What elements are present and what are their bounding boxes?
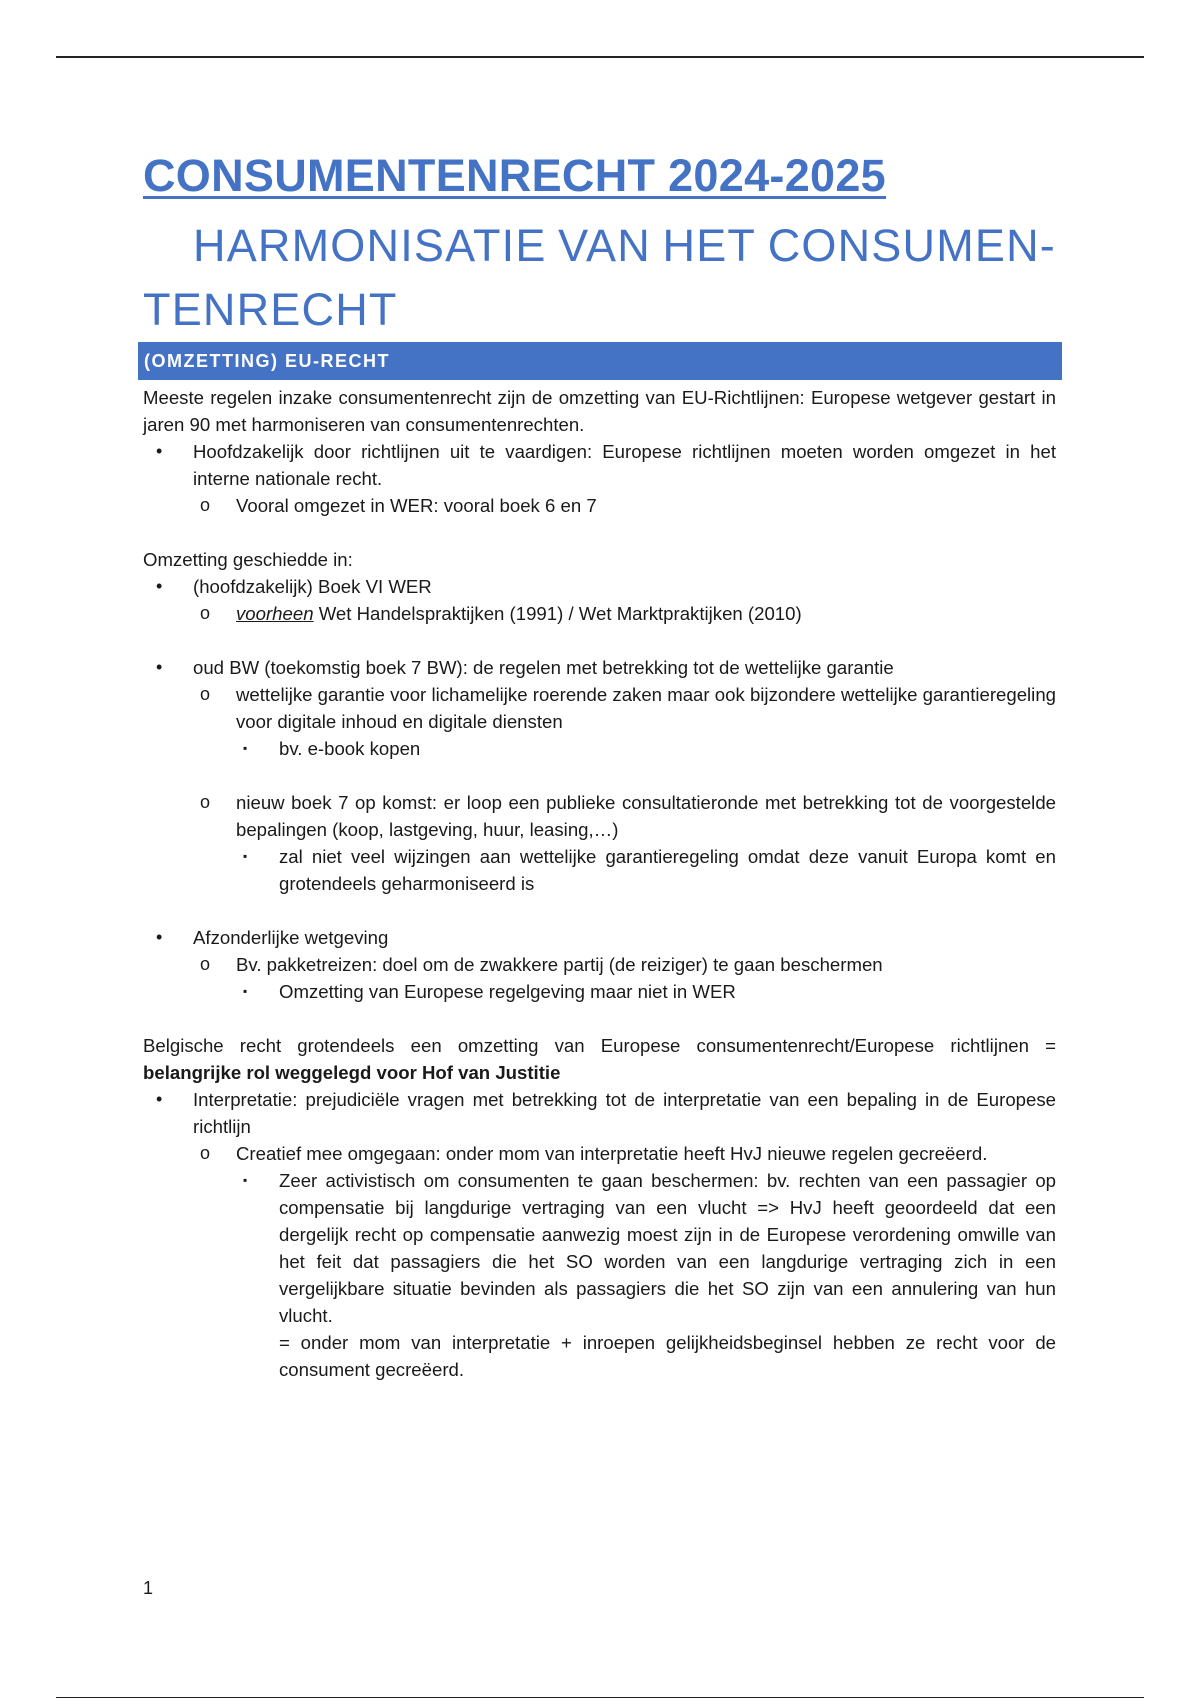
subtitle-word: VAN — [558, 220, 651, 271]
bullet-marker: • — [156, 657, 163, 677]
list-item-text: Interpretatie: prejudiciële vragen met betrekking tot de interpretatie van een bepaling in de Europese richtlijn — [193, 1089, 1056, 1137]
list-item-text: = onder mom van interpretatie + inroepen gelijkheidsbeginsel hebben ze recht voor de consument gecreëerd. — [279, 1332, 1056, 1380]
bullet-marker: • — [156, 927, 163, 947]
list-item-text: bv. e-book kopen — [279, 738, 421, 759]
list-item — [143, 978, 1056, 1005]
list-item-text: Wet Handelspraktijken (1991) / Wet Marktpraktijken (2010) — [313, 603, 802, 624]
bold-text: belangrijke rol weggelegd voor Hof van Justitie — [143, 1062, 561, 1083]
footer-rule — [56, 1697, 1144, 1698]
list-item — [143, 951, 1056, 978]
square-marker: ▪ — [243, 984, 248, 998]
subtitle-line-2: TENRECHT — [143, 284, 398, 335]
bullet-marker: • — [156, 1089, 163, 1109]
list-item — [143, 843, 1056, 897]
bullet-marker: • — [156, 441, 163, 461]
list-item — [143, 492, 1056, 519]
paragraph-text: Belgische recht grotendeels een omzetting van Europese consumentenrecht/Europese richtlijnen = — [143, 1035, 1056, 1056]
document-subtitle — [143, 214, 1056, 342]
list-item-text: wettelijke garantie voor lichamelijke roerende zaken maar ook bijzondere wettelijke garantieregeling voor digitale inhoud en digitale diensten — [236, 684, 1056, 732]
circle-marker: o — [200, 603, 211, 623]
page-number: 1 — [143, 1578, 154, 1598]
section-heading: (OMZETTING) EU-RECHT — [138, 342, 1062, 380]
list-item — [143, 735, 1056, 762]
list-item-text: nieuw boek 7 op komst: er loop een publieke consultatieronde met betrekking tot de voorgestelde bepalingen (koop, lastgeving, huur, leasing,…) — [236, 792, 1056, 840]
list-item-text: Bv. pakketreizen: doel om de zwakkere partij (de reiziger) te gaan beschermen — [236, 954, 883, 975]
paragraph — [143, 1032, 1056, 1086]
list-item — [143, 573, 1056, 600]
list-item — [143, 1086, 1056, 1140]
paragraph: Omzetting geschiedde in: — [143, 549, 353, 570]
list-item — [143, 681, 1056, 735]
emphasis-text: voorheen — [236, 603, 314, 624]
list-item-text: (hoofdzakelijk) Boek VI WER — [193, 576, 432, 597]
document-page — [143, 148, 1056, 1383]
list-item-continuation — [143, 1329, 1056, 1383]
header-rule — [56, 56, 1144, 58]
list-item-text: Afzonderlijke wetgeving — [193, 927, 389, 948]
circle-marker: o — [200, 954, 211, 974]
list-item — [143, 1140, 1056, 1167]
list-item-text: oud BW (toekomstig boek 7 BW): de regelen met betrekking tot de wettelijke garantie — [193, 657, 894, 678]
list-item — [143, 600, 1056, 627]
subtitle-word: CONSUMEN- — [767, 220, 1056, 271]
bullet-marker: • — [156, 576, 163, 596]
list-item — [143, 789, 1056, 843]
list-item-text: Creatief mee omgegaan: onder mom van interpretatie heeft HvJ nieuwe regelen gecreëerd. — [236, 1143, 988, 1164]
list-item — [143, 924, 1056, 951]
square-marker: ▪ — [243, 1173, 248, 1187]
square-marker: ▪ — [243, 741, 248, 755]
list-item-text: Zeer activistisch om consumenten te gaan beschermen: bv. rechten van een passagier op compensatie bij langdurige vertraging van een vlucht => HvJ heeft geoordeeld dat een dergelijk recht op compensatie aanwezig moest zijn in de Europese verordening omwille van het feit dat passagiers die het SO worden van een langdurige vertraging zich in een vergelijkbare situatie bevinden als passagiers die het SO zijn van een annulering van hun vlucht. — [279, 1170, 1056, 1326]
circle-marker: o — [200, 684, 211, 704]
subtitle-word: HET — [662, 220, 757, 271]
list-item — [143, 654, 1056, 681]
subtitle-word: HARMONISATIE — [193, 220, 547, 271]
paragraph: Meeste regelen inzake consumentenrecht zijn de omzetting van EU-Richtlijnen: Europese wetgever gestart in jaren 90 met harmoniseren van consumentenrechten. — [143, 387, 1056, 435]
circle-marker: o — [200, 495, 211, 515]
circle-marker: o — [200, 1143, 211, 1163]
list-item — [143, 438, 1056, 492]
list-item-text: Omzetting van Europese regelgeving maar niet in WER — [279, 981, 736, 1002]
document-title: CONSUMENTENRECHT 2024-2025 — [143, 150, 887, 201]
circle-marker: o — [200, 792, 211, 812]
square-marker: ▪ — [243, 849, 248, 863]
list-item-text: Hoofdzakelijk door richtlijnen uit te vaardigen: Europese richtlijnen moeten worden omgezet in het interne nationale recht. — [193, 441, 1056, 489]
subtitle-line-1 — [143, 214, 1056, 278]
list-item — [143, 1167, 1056, 1329]
list-item-text: Vooral omgezet in WER: vooral boek 6 en 7 — [236, 495, 597, 516]
list-item-text: zal niet veel wijzingen aan wettelijke garantieregeling omdat deze vanuit Europa komt en grotendeels geharmoniseerd is — [279, 846, 1056, 894]
